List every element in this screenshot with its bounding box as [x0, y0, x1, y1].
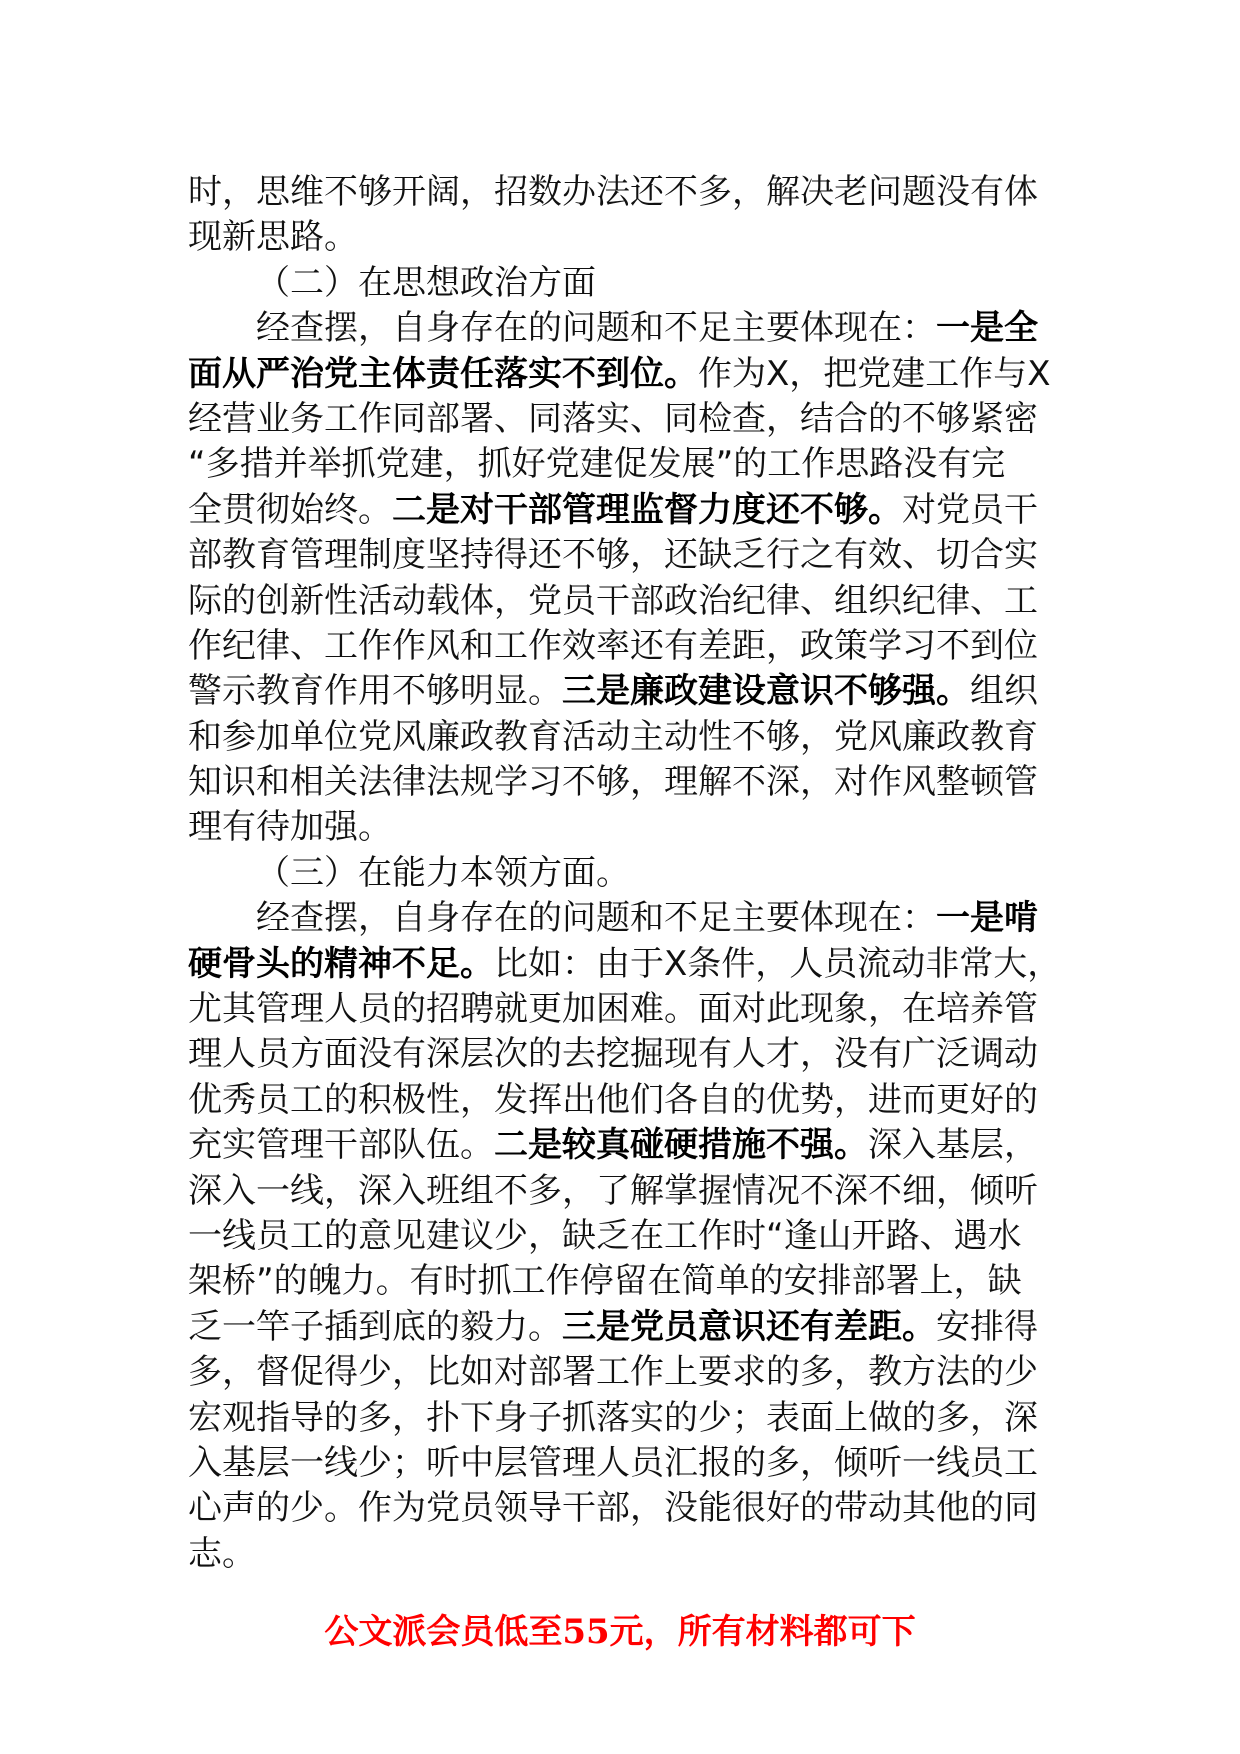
text-run: 作纪律、工作作风和工作效率还有差距，政策学习不到位: [188, 625, 1038, 666]
text-line: [188, 715, 1088, 760]
text-run: 比如：由于X条件，人员流动非常大，: [494, 943, 1062, 984]
text-line: [188, 1441, 1088, 1486]
text-line: [188, 170, 1088, 215]
text-run: 多，督促得少，比如对部署工作上要求的多，教方法的少: [188, 1352, 1038, 1393]
text-run: 理人员方面没有深层次的去挖掘现有人才，没有广泛调动: [188, 1034, 1038, 1075]
text-run: 经查摆，自身存在的问题和不足主要体现在：: [256, 308, 936, 349]
text-run: 作为X，把党建工作与X: [698, 353, 1051, 394]
text-run: 尤其管理人员的招聘就更加困难。面对此现象，在培养管: [188, 989, 1038, 1030]
text-line: [188, 261, 1088, 306]
text-run: 入基层一线少；听中层管理人员汇报的多，倾听一线员工: [188, 1442, 1038, 1483]
text-line: [188, 1350, 1088, 1395]
text-line: [188, 1078, 1088, 1123]
text-run: 知识和相关法律法规学习不够，理解不深，对作风整顿管: [188, 762, 1038, 803]
text-run: （三）在能力本领方面。: [256, 852, 630, 893]
bold-text-run: 一是全: [936, 308, 1038, 349]
text-line: [188, 352, 1088, 397]
text-run: 经营业务工作同部署、同落实、同检查，结合的不够紧密: [188, 398, 1038, 439]
text-run: 心声的少。作为党员领导干部，没能很好的带动其他的同: [188, 1488, 1038, 1529]
text-run: 时，思维不够开阔，招数办法还不多，解决老问题没有体: [188, 172, 1038, 212]
text-run: “多措并举抓党建，抓好党建促发展”的工作思路没有完: [188, 444, 1006, 485]
text-line: [188, 1169, 1088, 1214]
bold-text-run: 一是啃: [936, 898, 1038, 939]
text-run: （二）在思想政治方面: [256, 262, 596, 303]
text-run: 优秀员工的积极性，发挥出他们各自的优势，进而更好的: [188, 1079, 1038, 1120]
text-line: [188, 1396, 1088, 1441]
text-line: [188, 1305, 1088, 1350]
text-run: 安排得: [936, 1306, 1038, 1347]
text-run: 组织: [970, 671, 1038, 712]
text-line: [188, 805, 1088, 850]
footer-promo: 公文派会员低至55元，所有材料都可下: [324, 1612, 916, 1652]
text-run: 一线员工的意见建议少，缺乏在工作时“逢山开路、遇水: [188, 1215, 1022, 1256]
text-line: [188, 987, 1088, 1032]
text-line: [188, 1486, 1088, 1531]
text-line: [188, 215, 1088, 260]
text-line: [188, 624, 1088, 669]
text-run: 部教育管理制度坚持得还不够，还缺乏行之有效、切合实: [188, 535, 1038, 576]
text-run: 架桥”的魄力。有时抓工作停留在简单的安排部署上，缺: [188, 1261, 1022, 1302]
bold-text-run: 二是较真碰硬措施不强。: [494, 1125, 868, 1166]
text-line: [188, 1123, 1088, 1168]
text-line: [188, 488, 1088, 533]
text-run: 际的创新性活动载体，党员干部政治纪律、组织纪律、工: [188, 580, 1038, 621]
text-run: 现新思路。: [188, 217, 358, 258]
text-line: [188, 1532, 1088, 1577]
text-line: [188, 579, 1088, 624]
text-line: [188, 1032, 1088, 1077]
text-line: [188, 397, 1088, 442]
text-line: [188, 760, 1088, 805]
bold-text-run: 三是廉政建设意识不够强。: [562, 671, 970, 712]
text-run: 对党员干: [902, 489, 1038, 530]
text-run: 警示教育作用不够明显。: [188, 671, 562, 712]
text-run: 全贯彻始终。: [188, 489, 392, 530]
text-run: 理有待加强。: [188, 807, 392, 848]
text-line: [188, 306, 1088, 351]
text-run: 充实管理干部队伍。: [188, 1125, 494, 1166]
text-line: [188, 1214, 1088, 1259]
bold-text-run: 二是对干部管理监督力度还不够。: [392, 489, 902, 530]
text-run: 志。: [188, 1533, 256, 1574]
text-line: [188, 442, 1088, 487]
text-line: [188, 1259, 1088, 1304]
text-line: [188, 851, 1088, 896]
text-run: 和参加单位党风廉政教育活动主动性不够，党风廉政教育: [188, 716, 1038, 757]
text-run: 经查摆，自身存在的问题和不足主要体现在：: [256, 898, 936, 939]
text-run: 宏观指导的多，扑下身子抓落实的少；表面上做的多，深: [188, 1397, 1038, 1438]
text-run: 深入基层，: [868, 1125, 1038, 1166]
text-line: [188, 942, 1088, 987]
text-line: [188, 533, 1088, 578]
text-line: [188, 896, 1088, 941]
bold-text-run: 硬骨头的精神不足。: [188, 943, 494, 984]
text-run: 深入一线，深入班组不多，了解掌握情况不深不细，倾听: [188, 1170, 1038, 1211]
bold-text-run: 面从严治党主体责任落实不到位。: [188, 353, 698, 394]
text-line: [188, 669, 1088, 714]
bold-text-run: 三是党员意识还有差距。: [562, 1306, 936, 1347]
document-body: [188, 170, 1088, 1577]
text-run: 乏一竿子插到底的毅力。: [188, 1306, 562, 1347]
